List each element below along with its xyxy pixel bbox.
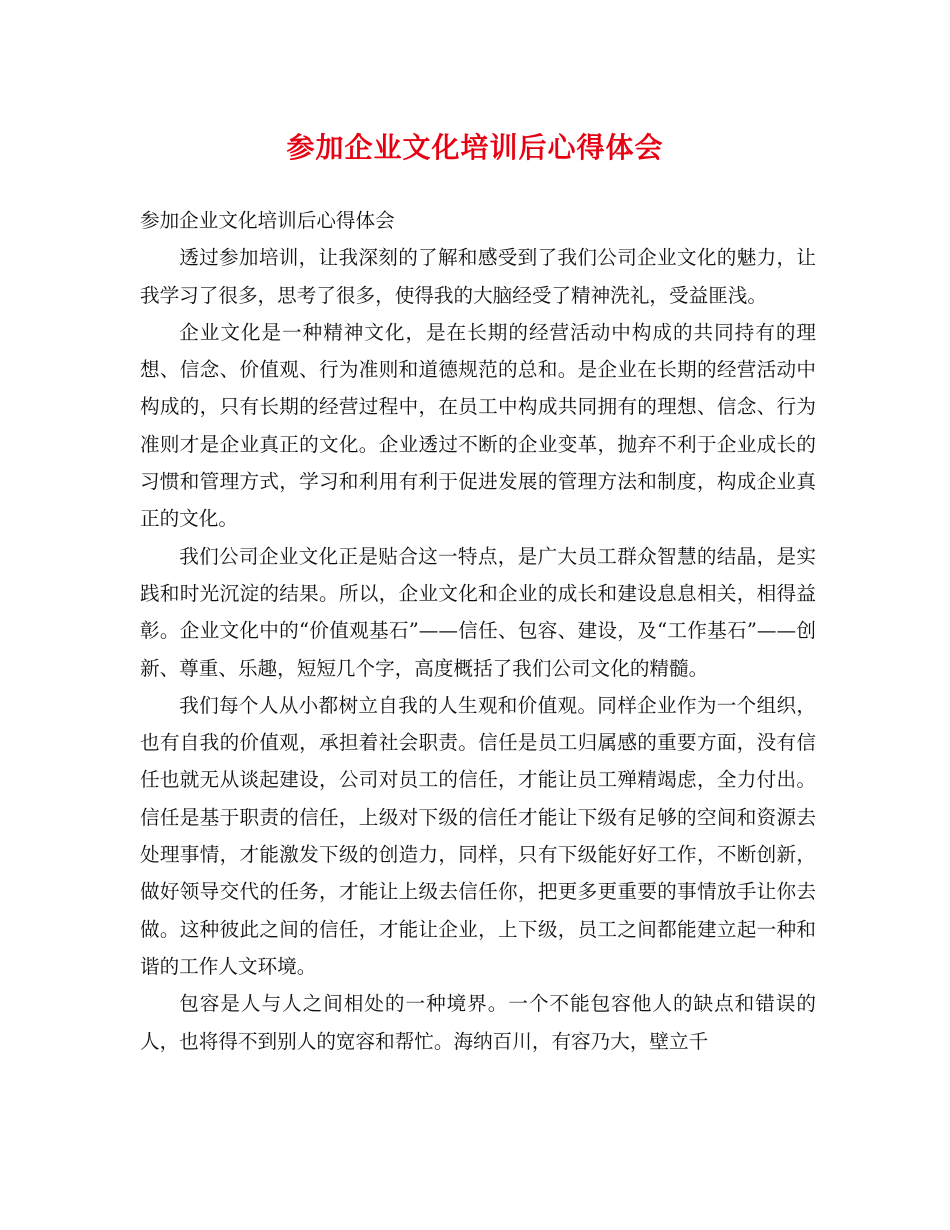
document-title: 参加企业文化培训后心得体会 <box>286 131 664 164</box>
document-subtitle: 参加企业文化培训后心得体会 <box>140 209 395 232</box>
paragraph-2: 企业文化是一种精神文化，是在长期的经营活动中构成的共同持有的理想、信念、价值观、行为准则和道德规范的总和。是企业在长期的经营活动中构成的，只有长期的经营过程中，在员工中构成共同拥有的理想、信念、行为准则才是企业真正的文化。企业透过不断的企业变革，抛弃不利于企业成长的习惯和管理方式，学习和利用有利于促进发展的管理方法和制度，构成企业真正的文化。 <box>140 320 816 531</box>
document-body <box>140 202 816 1060</box>
paragraph-4: 我们每个人从小都树立自我的人生观和价值观。同样企业作为一个组织，也有自我的价值观，承担着社会职责。信任是员工归属感的重要方面，没有信任也就无从谈起建设，公司对员工的信任，才能让员工殚精竭虑，全力付出。信任是基于职责的信任，上级对下级的信任才能让下级有足够的空间和资源去处理事情，才能激发下级的创造力，同样，只有下级能好好工作，不断创新，做好领导交代的任务，才能让上级去信任你，把更多更重要的事情放手让你去做。这种彼此之间的信任，才能让企业，上下级，员工之间都能建立起一种和谐的工作人文环境。 <box>140 693 816 978</box>
paragraph-5: 包容是人与人之间相处的一种境界。一个不能包容他人的缺点和错误的人，也将得不到别人的宽容和帮忙。海纳百川，有容乃大，壁立千 <box>140 992 816 1053</box>
paragraph-3: 我们公司企业文化正是贴合这一特点，是广大员工群众智慧的结晶，是实践和时光沉淀的结果。所以，企业文化和企业的成长和建设息息相关，相得益彰。企业文化中的“价值观基石”——信任、包容、建设，及“工作基石”——创新、尊重、乐趣，短短几个字，高度概括了我们公司文化的精髓。 <box>140 544 816 680</box>
paragraph-1: 透过参加培训，让我深刻的了解和感受到了我们公司企业文化的魅力，让我学习了很多，思考了很多，使得我的大脑经受了精神洗礼，受益匪浅。 <box>140 246 816 307</box>
